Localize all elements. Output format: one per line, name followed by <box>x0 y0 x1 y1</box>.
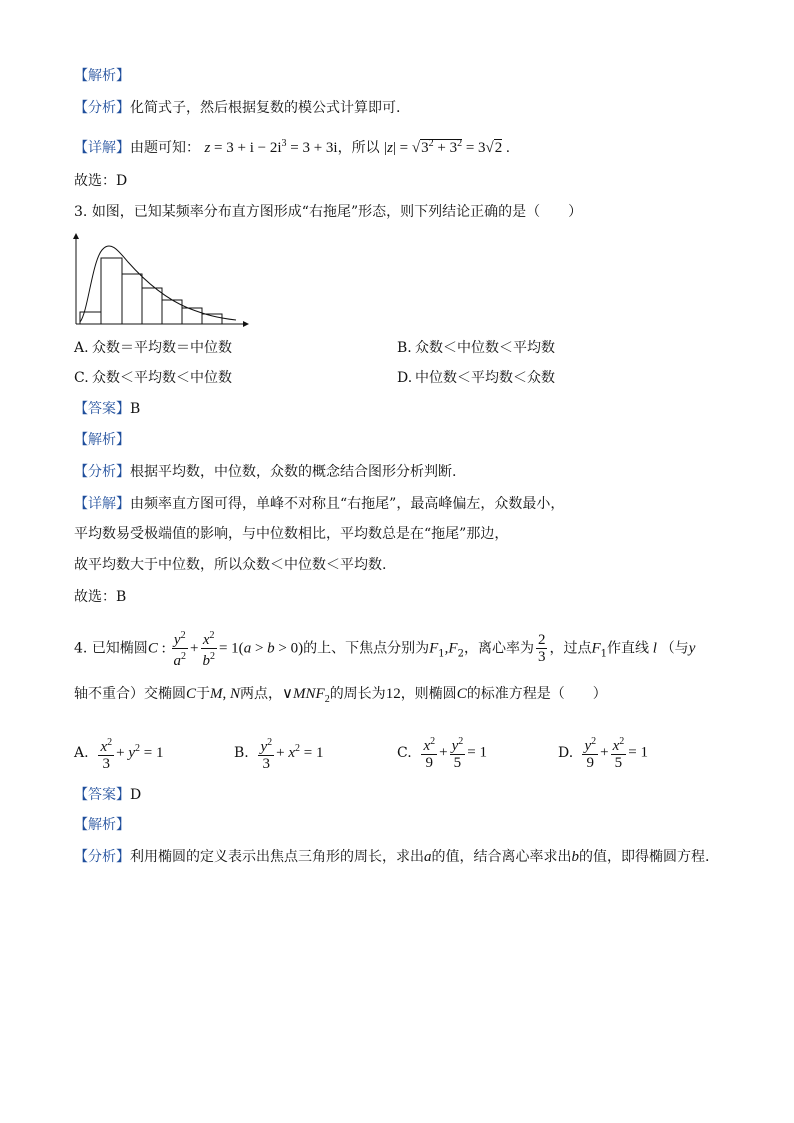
q4-stem-line-2: 轴不重合）交椭圆C于M, N两点，$\vee MNF_2$的周长为12，则椭圆C的标准方程是（ ） <box>74 686 607 705</box>
density-curve <box>80 246 236 322</box>
q3-option-a: A. 众数＝平均数＝中位数 <box>74 340 232 356</box>
q2-xiangjie-mid: ，所以 <box>337 140 380 156</box>
histogram-bar <box>101 258 122 324</box>
histogram-figure <box>68 232 258 332</box>
q4-jiexi-label: 【解析】 <box>74 817 130 833</box>
q3-number: 3. <box>74 204 88 220</box>
q3-option-d: D. 中位数＜平均数＜众数 <box>397 370 555 386</box>
histogram-bar <box>182 308 202 324</box>
q3-detail-line-1: 【详解】由频率直方图可得，单峰不对称且“右拖尾”，最高峰偏左，众数最小， <box>74 496 565 512</box>
q2-formula: z <box>204 140 211 156</box>
q3-stem-text: 如图，已知某频率分布直方图形成“右拖尾”形态，则下列结论正确的是（ ） <box>91 204 583 220</box>
q3-jiexi-label: 【解析】 <box>74 432 130 448</box>
q2-fenxi-text: 化简式子，然后根据复数的模公式计算即可. <box>130 100 401 116</box>
q3-option-b: B. 众数＜中位数＜平均数 <box>397 340 555 356</box>
q3-analysis: 【分析】根据平均数，中位数，众数的概念结合图形分析判断. <box>74 464 457 480</box>
q3-detail-line-2: 平均数易受极端值的影响，与中位数相比，平均数总是在“拖尾”那边， <box>74 526 509 542</box>
q2-xiangjie-prefix: 由题可知： <box>130 140 200 156</box>
q2-detail: 【详解】由题可知： $z = 3 + i - 2i^3 = 3 + 3i$，所以 $|z| = √3^2 + 3^2 = 3√2$ . <box>74 138 510 156</box>
q2-fenxi-label: 【分析】 <box>74 100 130 116</box>
q3-final-answer: 故选：B <box>74 589 127 605</box>
q2-modulus-formula: $|z| = √3^2 + 3^2 = 3√2$ . <box>384 138 510 156</box>
q3-option-c: C. 众数＜平均数＜中位数 <box>74 370 232 386</box>
q2-jiexi-label: 【解析】 <box>74 68 130 84</box>
q4-option-a: A. $\frac{x^2}{3}$ + $y^2 = 1$ <box>74 736 164 772</box>
histogram-bar <box>142 288 162 324</box>
q4-analysis: 【分析】利用椭圆的定义表示出焦点三角形的周长，求出a的值，结合离心率求出b的值，即得椭圆方程. <box>74 849 710 865</box>
q2-analysis <box>74 98 400 118</box>
q2-xiangjie-label: 【详解】 <box>74 140 130 156</box>
q4-stem-line-1: 4. 已知椭圆C : $\frac{y^2}{a^2}$ + $\frac{x^2}{b^2}$ = 1(a > b > 0)的上、下焦点分别为$F_1,F_2$，离心率为 $\frac{2}{3}$ ，过点$F_1$作直线 l （与y <box>74 630 696 669</box>
q3-answer: 【答案】B <box>74 401 141 417</box>
q4-option-b: B. $\frac{y^2}{3}$ + $x^2 = 1$ <box>234 736 324 772</box>
q3-detail-line-3: 故平均数大于中位数，所以众数＜中位数＜平均数. <box>74 557 387 573</box>
q3-stem <box>74 202 582 222</box>
q4-option-d: D. $\frac{y^2}{9}$ + $\frac{x^2}{5}$ = 1 <box>558 736 648 771</box>
q4-answer: 【答案】D <box>74 787 142 803</box>
q2-final-answer: 故选：D <box>74 173 128 189</box>
histogram-bar <box>122 274 142 324</box>
q4-option-c: C. $\frac{x^2}{9}$ + $\frac{y^2}{5}$ = 1 <box>397 736 487 771</box>
